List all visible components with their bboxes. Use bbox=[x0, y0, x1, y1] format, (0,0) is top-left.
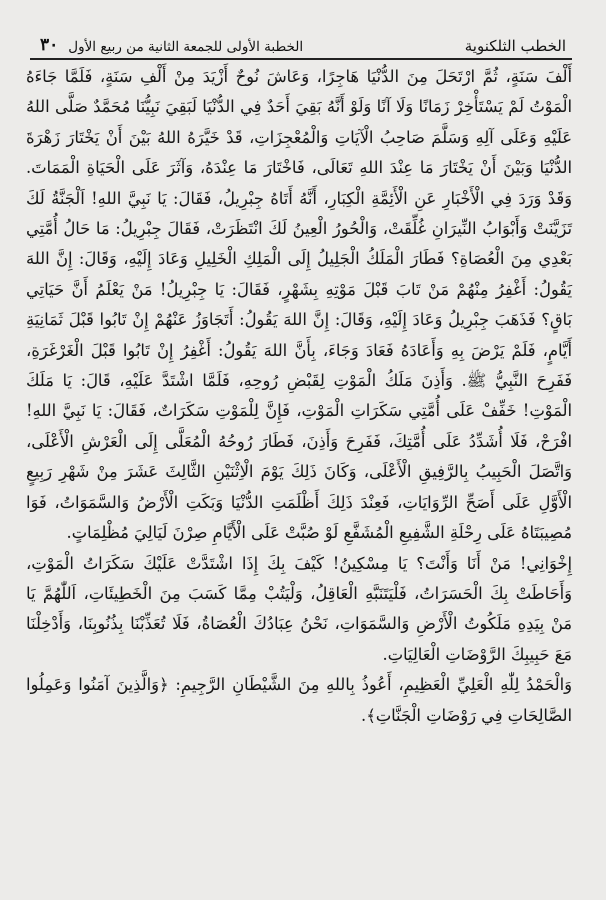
page-number: ٣٠ bbox=[40, 35, 59, 55]
page-body bbox=[26, 62, 572, 731]
header-left-group bbox=[30, 35, 303, 55]
paragraph: أَلْفَ سَنَةٍ، ثُمَّ ارْتَحَلَ مِنَ الدُّنْيَا هَاجِرًا، وَعَاشَ نُوحٌ أَزْيَدَ مِنْ أَلْفِ سَنَةٍ، فَلَمَّا جَاءَهُ الْمَوْتُ لَمْ يَسْتَأْخِرْ زَمَانًا وَلَا آنًا وَلَوْ أَنَّهُ بَقِيَ أَحَدٌ فِي الدُّنْيَا لَبَقِيَ نَبِيُّنَا مُحَمَّدٌ صَلَّى اللهُ عَلَيْهِ وَعَلَى آلِهِ وَسَلَّمَ صَاحِبُ الْآيَاتِ وَالْمُعْجِزَاتِ، قَدْ خَيَّرَهُ اللهُ بَيْنَ أَنْ يَخْتَارَ زَهْرَةَ الدُّنْيَا وَبَيْنَ أَنْ يَخْتَارَ مَا عِنْدَ اللهِ تَعَالَى، فَاخْتَارَ مَا عِنْدَهُ، وَآثَرَ عَلَى الْحَيَاةِ الْمَمَاتَ. وَقَدْ وَرَدَ فِي الْأَخْبَارِ عَنِ الْأَئِمَّةِ الْكِبَارِ، أَنَّهُ أَتَاهُ جِبْرِيلُ، فَقَالَ: يَا نَبِيَّ اللهِ! اَلْجَنَّةُ لَكَ تَزَيَّنَتْ وَأَبْوَابُ النِّيرَانِ غُلِّقَتْ، وَالْحُورُ الْعِينُ لَكَ انْتَظَرَتْ، فَقَالَ جِبْرِيلُ: مَا حَالُ أُمَّتِي بَعْدِي مِنَ الْعُصَاةِ؟ فَطَارَ الْمَلَكُ الْجَلِيلُ إِلَى الْمَلِكِ الْخَلِيلِ وَعَادَ إِلَيْهِ، وَقَالَ: إِنَّ اللهَ يَقُولُ: أَغْفِرُ مِنْهُمْ مَنْ تَابَ قَبْلَ مَوْتِهِ بِشَهْرٍ، فَقَالَ: يَا جِبْرِيلُ! مَنْ يَعْلَمُ أَنَّ حَيَاتِي بَاقٍ؟ فَذَهَبَ جِبْرِيلُ وَعَادَ إِلَيْهِ، وَقَالَ: إِنَّ اللهَ يَقُولُ: أَتَجَاوَزُ عَنْهُمْ إِنْ تَابُوا قَبْلَ ثَمَانِيَةِ أَيَّامٍ، فَلَمْ يَرْضَ بِهِ وَأَعَادَهُ فَعَادَ وَجَاءَ، بِأَنَّ اللهَ يَقُولُ: أَغْفِرُ إِنْ تَابُوا قَبْلَ الْغَرْغَرَةِ، فَفَرِحَ النَّبِيُّ ﷺ. وَأَذِنَ مَلَكُ الْمَوْتِ لِقَبْضِ رُوحِهِ، فَلَمَّا اشْتَدَّ عَلَيْهِ، قَالَ: يَا مَلَكَ الْمَوْتِ! خَفِّفْ عَلَى أُمَّتِي سَكَرَاتِ الْمَوْتِ، فَإِنَّ لِلْمَوْتِ سَكَرَاتٌ، فَقَالَ: يَا نَبِيَّ اللهِ! افْرَحْ، فَلَا أُشَدِّدُ عَلَى أُمَّتِكَ، فَفَرِحَ وَأَذِنَ، فَطَارَ رُوحُهُ الْمُعَلَّى إِلَى الْعَرْشِ الْأَعْلَى، وَاتَّصَلَ الْحَبِيبُ بِالرَّفِيقِ الْأَعْلَى، وَكَانَ ذَلِكَ يَوْمَ الْاِثْنَيْنِ الثَّالِثَ عَشَرَ مِنْ شَهْرِ رَبِيعٍ الْأَوَّلِ عَلَى أَصَحِّ الرِّوَايَاتِ، فَعِنْدَ ذَلِكَ أَظْلَمَتِ الدُّنْيَا وَبَكَتِ الْأَرْضُ وَالسَّمَوَاتُ، فَوَا مُصِيبَتَاهُ عَلَى رِحْلَةِ الشَّفِيعِ الْمُشَفَّعِ لَوْ صُبَّتْ عَلَى الْأَيَّامِ صِرْنَ لَيَالِيَ مُظْلِمَاتٍ. bbox=[26, 67, 572, 543]
paragraph: وَالْحَمْدُ لِلّٰهِ الْعَلِيِّ الْعَظِيمِ، أَعُوذُ بِاللهِ مِنَ الشَّيْطَانِ الرَّجِيمِ: ﴿وَالَّذِينَ آمَنُوا وَعَمِلُوا الصَّالِحَاتِ فِي رَوْضَاتِ الْجَنَّاتِ﴾. bbox=[26, 675, 572, 725]
sermon-title: الخطبة الأولى للجمعة الثانية من ربيع الأول bbox=[68, 39, 304, 55]
book-title: الخطب الثلكنوية bbox=[464, 37, 566, 55]
paragraph: إِخْوَانِي! مَنْ أَنَا وَأَنْتَ؟ يَا مِسْكِينُ! كَيْفَ بِكَ إِذَا اشْتَدَّتْ عَلَيْكَ سَكَرَاتُ الْمَوْتِ، وَأَحَاطَتْ بِكَ الْحَسَرَاتُ، فَلْيَتَنَبَّهِ الْعَاقِلُ، وَلْيَتُبْ مِمَّا كَسَبَ مِنَ الْخَطِيئَاتِ، اَللّٰهُمَّ يَا مَنْ بِيَدِهِ مَلَكُوتُ الْأَرْضِ وَالسَّمَوَاتِ، نَحْنُ عِبَادُكَ الْعُصَاةُ، فَلَا تُعَذِّبْنَا بِذُنُوبِنَا، وَأَدْخِلْنَا مَعَ حَبِيبِكَ الرَّوْضَاتِ الْعَالِيَاتِ. bbox=[26, 553, 572, 664]
header-divider bbox=[30, 58, 572, 60]
running-header bbox=[30, 27, 566, 59]
